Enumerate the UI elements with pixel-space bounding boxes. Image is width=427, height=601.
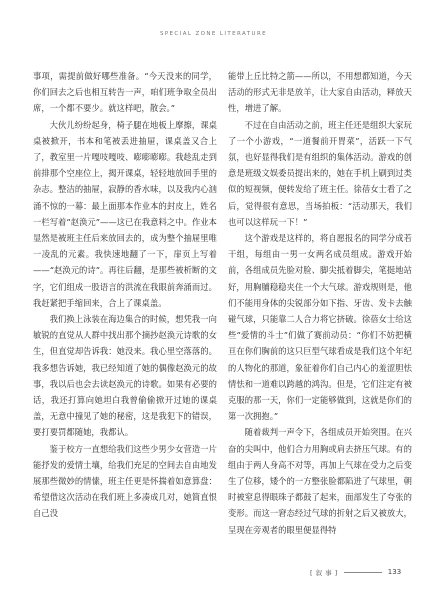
right-column <box>228 68 412 538</box>
left-column <box>33 68 217 522</box>
paragraph: 鉴于校方一直想给我们这些少男少女营造一片能抒发的爱情土壤，给我们充足的空间去自由地发展那些微妙的情愫，班主任更是怀揣着如意算盘：希望借这次活动在我们班上多凑成几对，她简直恨自己没 <box>33 443 217 519</box>
page-number: 133 <box>387 568 402 576</box>
paragraph: 事项，需提前做好哪些准备。“今天没来的同学，你们回去之后也相互转告一声，咱们班争取全员出席，一个都不要少。就这样吧，散会。” <box>33 71 217 114</box>
paragraph: 大伙儿纷纷起身，椅子腿在地板上摩擦，课桌桌被掀开，书本和笔被丢进抽屉，课桌盖又合上了，教室里一片嘎吱嘎吱、嘭嘭嘭嘭。我趁乱走到前排那个空座位上，揭开课桌，轻轻地放回手里的杂志。整洁的抽屉，寂静的香水味，以及我内心汹涌不惊的一幕：最上面那本作业本的封皮上，姓名一栏写着“赵涣元”——这已在我意料之中。作业本显然是被班主任后来放回去的，成为整个抽屉里唯一凌乱的元素。我快速地翻了一下，扉页上写着——“赵涣元的诗”。再往后翻，是那些被析断的文字，它们组成一股语言的洪流在我眼前奔涌而过。我赶紧把手缩回来，合上了课桌盖。 <box>33 119 217 308</box>
running-header: SPECIAL ZONE LITERATURE <box>159 31 268 37</box>
paragraph: 不过在自由活动之前，班主任还是组织大家玩了一个小游戏，“一道餐前开胃菜”，活跃一下气氛，也好显得我们是有组织的集体活动。游戏的创意是班级文娱委员提出来的，她在手机上刷到过类似的短视频，便转发给了班主任。徐蓓女士看了之后，觉得很有意思，当场拍板：“活动那天，我们也可以这样玩一下！” <box>228 119 412 227</box>
section-label: [ 叙 事 ] <box>310 568 338 577</box>
footer-divider <box>344 572 382 573</box>
paragraph: 随着裁判一声令下，各组成员开始突围。在兴奋的尖叫中，他们合力用胸或肩去挤压气球。有的组由于两人身高不对等，再加上气球在受力之后变生了位移，矮个的一方整张脸都陷进了气球里，朝时被窒息得眼珠子都鼓了起来，面部发生了夸张的变形。而这一窘态经过气球的折射之后又被放大，呈现在旁观者的眼里便显得特 <box>228 427 412 535</box>
paragraph: 能带上丘比特之箭——所以，不用想都知道，今天活动的形式无非是放羊，让大家自由活动，释放天性，增进了解。 <box>228 71 412 114</box>
page-footer <box>310 565 410 579</box>
paragraph: 我们换上泳装在海边集合的时候，想凭我一向敏锐的直觉从人群中找出那个摘抄赵涣元诗歌的女生，但直觉却告诉我：她没来。我心里空落落的。我多想告诉她，我已经知道了她的偶像赵涣元的故事，我以后也会去读赵涣元的诗歌。如果有必要的话，我还打算向她坦白我曾偷偷掀开过她的课桌盖，无意中撞见了她的秘密，这是我犯下的错误，要打要罚都随她，我都认。 <box>33 314 217 438</box>
paragraph: 这个游戏是这样的，将自愿报名的同学分成若干组，每组由一男一女两名成员组成。游戏开始前，各组成员先脸对脸、脚尖抵着脚尖，笔挺地站好，用胸脯稳稳夹住一个大气球。游戏规则是，他们不能用身体的尖锐部分如下指、牙齿、发卡去触碰气球，只能靠二人合力将它挤破。徐蓓女士给这些“爱情的斗士”们做了赛前动员：“你们不妨把横亘在你们胸前的这只巨型气球看成是我们这个年纪的人物化的那道，象征着你们自己内心的羞涩胆怯情怯和一道难以跨越的鸿沟。但是，它们注定有被克服的那一天，你们一定能够做到，这就是你们的第一次拥抱。” <box>228 233 412 422</box>
